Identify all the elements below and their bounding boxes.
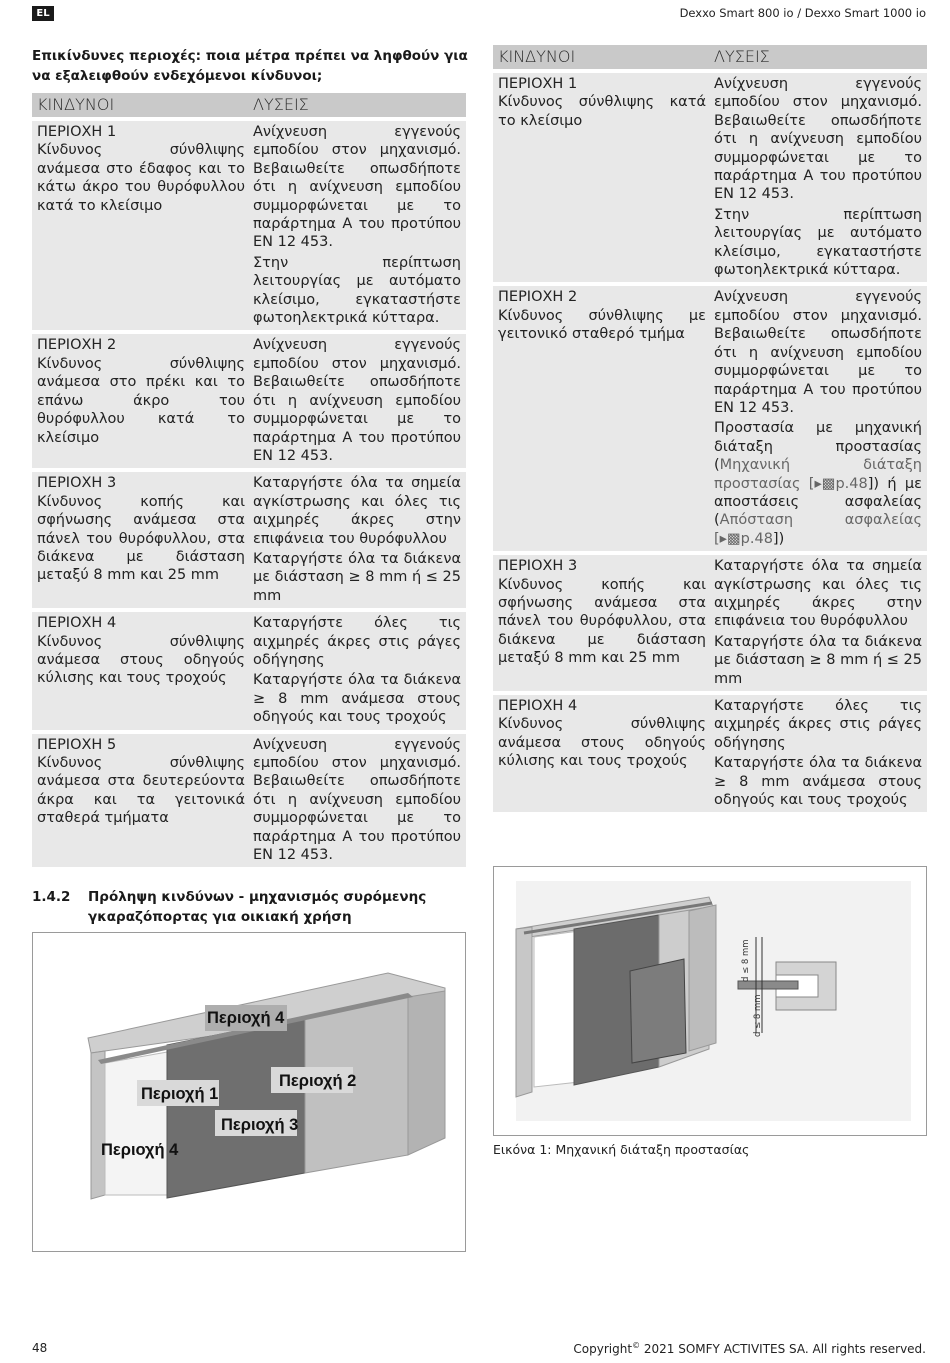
subsection-number: 1.4.2 — [32, 889, 71, 905]
risk-cell — [32, 123, 250, 327]
risk-text: Κίνδυνος σύνθλιψης ανάμεσα στο πρέκι και το επάνω άκρο του θυρόφυλλου κατά το κλείσιμο — [37, 355, 245, 446]
solution-text: Στην περίπτωση λειτουργίας με αυτόματο κλείσιμο, εγκαταστήστε φωτοηλεκτρικά κύτταρα. — [253, 254, 461, 327]
table-header — [493, 45, 927, 69]
risk-table-right — [493, 45, 927, 812]
header-risks: ΚΙΝΔΥΝΟΙ — [498, 47, 576, 66]
table-row — [32, 730, 466, 868]
risk-text: Κίνδυνος σύνθλιψης με γειτονικό σταθερό τμήμα — [498, 307, 706, 343]
solution-text: Καταργήστε όλα τα σημεία αγκίστρωσης και όλες τις αιχμηρές άκρες στην επιφάνεια του θυρόφυλλου — [253, 475, 461, 547]
figure-caption: Εικόνα 1: Μηχανική διάταξη προστασίας — [493, 1142, 750, 1157]
solution-cell — [250, 614, 466, 726]
risk-text: Κίνδυνος σύνθλιψης ανάμεσα στο έδαφος και το κάτω άκρο του θυρόφυλλου κατά το κλείσιμο — [37, 142, 245, 214]
solution-text: Ανίχνευση εγγενούς εμποδίου στον μηχανισμό. Βεβαιωθείτε οπωσδήποτε ότι η ανίχνευση εμποδίου συμμορφώνεται με το παράρτημα Α του προτύπου EN 12 453. — [253, 337, 461, 464]
solution-text: Καταργήστε όλα τα διάκενα με διάσταση ≥ 8 mm ή ≤ 25 mm — [714, 633, 922, 687]
page-ref-icon[interactable]: ▸▩ — [719, 530, 741, 547]
solution-cell — [711, 557, 927, 688]
subsection-heading — [32, 887, 426, 927]
risk-text: Κίνδυνος σύνθλιψης ανάμεσα στους οδηγούς κύλισης και τους τροχούς — [498, 716, 706, 770]
zone-label: ΠΕΡΙΟΧΗ 2 — [37, 337, 117, 354]
protection-prefix: Προστασία με μηχανική διάταξη προστασίας ( — [714, 420, 922, 474]
zone-label: ΠΕΡΙΟΧΗ 3 — [498, 558, 578, 575]
risk-cell — [32, 736, 250, 865]
solution-cell — [250, 474, 466, 605]
risk-table-left — [32, 93, 466, 867]
section-heading: Επικίνδυνες περιοχές: ποια μέτρα πρέπει να ληφθούν για να εξαλειφθούν ενδεχόμενοι κίνδυνοι; — [32, 48, 468, 84]
zone-label: ΠΕΡΙΟΧΗ 2 — [498, 289, 578, 306]
mechanical-protection-illustration — [494, 867, 926, 1135]
solution-text: Ανίχνευση εγγενούς εμποδίου στον μηχανισμό. Βεβαιωθείτε οπωσδήποτε ότι η ανίχνευση εμποδίου συμμορφώνεται με το παράρτημα Α του προτύπου EN 12 453. — [253, 736, 461, 864]
risk-text: Κίνδυνος σύνθλιψης ανάμεσα στους οδηγούς κύλισης και τους τροχούς — [37, 633, 245, 687]
table-row — [32, 330, 466, 468]
zone-label: ΠΕΡΙΟΧΗ 3 — [37, 475, 117, 492]
solution-text: Καταργήστε όλα τα διάκενα με διάσταση ≥ 8 mm ή ≤ 25 mm — [253, 550, 461, 604]
solution-text: Καταργήστε όλα τα διάκενα ≥ 8 mm ανάμεσα στους οδηγούς και τους τροχούς — [714, 755, 922, 809]
link-mechanical-protection[interactable]: Μηχανική διάταξη προστασίας [ — [714, 457, 922, 492]
solution-text: Καταργήστε όλα τα διάκενα ≥ 8 mm ανάμεσα στους οδηγούς και τους τροχούς — [253, 672, 461, 726]
link-page-ref[interactable]: p.48 — [740, 530, 773, 547]
dimension-label-top: d ≤ 8 mm — [741, 939, 751, 982]
zone-2-label: Περιοχή 2 — [279, 1072, 357, 1090]
table-row — [493, 691, 927, 812]
solution-cell — [250, 336, 466, 465]
zone-1-label: Περιοχή 1 — [141, 1085, 219, 1103]
figure-mechanical-protection — [493, 866, 927, 1136]
copyright-text: 2021 SOMFY ACTIVITES SA. All rights reserved. — [640, 1342, 926, 1356]
link-safety-distance[interactable]: Απόσταση ασφαλείας [ — [714, 512, 922, 547]
table-row — [493, 282, 927, 551]
solution-text: Στην περίπτωση λειτουργίας με αυτόματο κλείσιμο, εγκαταστήστε φωτοηλεκτρικά κύτταρα. — [714, 206, 922, 279]
solution-cell — [711, 75, 927, 279]
protection-text — [714, 419, 922, 548]
zone-label: ΠΕΡΙΟΧΗ 1 — [498, 76, 578, 92]
risk-cell — [32, 336, 250, 465]
dimension-label-bottom: d ≤ 8 mm — [753, 994, 763, 1037]
risk-text: Κίνδυνος σύνθλιψης κατά το κλείσιμο — [498, 94, 706, 129]
copyright-symbol: © — [632, 1341, 641, 1350]
zone-label: ΠΕΡΙΟΧΗ 5 — [37, 736, 117, 753]
solution-text: Καταργήστε όλες τις αιχμηρές άκρες στις ράγες οδήγησης — [714, 698, 922, 751]
solution-cell — [711, 697, 927, 809]
solution-cell — [250, 736, 466, 865]
figure-gate-zones — [32, 932, 466, 1252]
protection-suffix: ]) — [772, 530, 785, 547]
risk-cell — [493, 75, 711, 279]
risk-text: Κίνδυνος σύνθλιψης ανάμεσα στα δευτερεύοντα άκρα και τα γειτονικά σταθερά τμήματα — [37, 755, 245, 827]
solution-cell — [711, 288, 927, 548]
header-risks: ΚΙΝΔΥΝΟΙ — [37, 95, 115, 114]
table-header — [32, 93, 466, 117]
document-title: Dexxo Smart 800 io / Dexxo Smart 1000 io — [679, 6, 926, 20]
risk-cell — [493, 697, 711, 809]
header-solutions: ΛΥΣΕΙΣ — [714, 47, 770, 66]
solution-text: Ανίχνευση εγγενούς εμποδίου στον μηχανισμό. Βεβαιωθείτε οπωσδήποτε ότι η ανίχνευση εμποδίου συμμορφώνεται με το παράρτημα Α του προτύπου EN 12 453. — [714, 76, 922, 203]
protection-middle: ]) ή με αποστάσεις ασφαλείας ( — [714, 475, 922, 529]
subsection-title-line1: Πρόληψη κινδύνων - μηχανισμός συρόμενης — [88, 889, 427, 905]
risk-cell — [493, 288, 711, 548]
page-ref-icon[interactable]: ▸▩ — [814, 475, 836, 492]
table-row — [32, 608, 466, 729]
zone-4-top-label: Περιοχή 4 — [207, 1009, 285, 1027]
zone-label: ΠΕΡΙΟΧΗ 1 — [37, 124, 117, 140]
subsection-title-line2: γκαραζόπορτας για οικιακή χρήση — [88, 909, 352, 925]
risk-text: Κίνδυνος κοπής και σφήνωσης ανάμεσα στα πάνελ του θυρόφυλλου, στα διάκενα με διάσταση μεταξύ 8 mm και 25 mm — [498, 576, 706, 667]
solution-text: Καταργήστε όλες τις αιχμηρές άκρες στις ράγες οδήγησης — [253, 615, 461, 668]
solution-text: Ανίχνευση εγγενούς εμποδίου στον μηχανισμό. Βεβαιωθείτε οπωσδήποτε ότι η ανίχνευση εμποδίου συμμορφώνεται με το παράρτημα Α του προτύπου EN 12 453. — [253, 124, 461, 251]
language-badge: EL — [32, 6, 54, 21]
risk-cell — [32, 614, 250, 726]
solution-text: Καταργήστε όλα τα σημεία αγκίστρωσης και όλες τις αιχμηρές άκρες στην επιφάνεια του θυρόφυλλου — [714, 558, 922, 630]
table-row — [32, 117, 466, 330]
copyright-notice — [573, 1341, 926, 1356]
table-row — [493, 69, 927, 282]
page-number: 48 — [32, 1341, 48, 1355]
risk-text: Κίνδυνος κοπής και σφήνωσης ανάμεσα στα πάνελ του θυρόφυλλου, στα διάκενα με διάσταση μεταξύ 8 mm και 25 mm — [37, 493, 245, 584]
zone-label: ΠΕΡΙΟΧΗ 4 — [37, 615, 117, 632]
link-page-ref[interactable]: p.48 — [835, 475, 868, 492]
zone-4-bottom-label: Περιοχή 4 — [101, 1141, 179, 1159]
zone-3-label: Περιοχή 3 — [221, 1116, 299, 1134]
solution-text: Ανίχνευση εγγενούς εμποδίου στον μηχανισμό. Βεβαιωθείτε οπωσδήποτε ότι η ανίχνευση εμποδίου συμμορφώνεται με το παράρτημα Α του προτύπου EN 12 453. — [714, 289, 922, 416]
gate-zones-illustration — [33, 933, 465, 1251]
copyright-prefix: Copyright — [573, 1342, 633, 1356]
risk-cell — [493, 557, 711, 688]
header-solutions: ΛΥΣΕΙΣ — [253, 95, 309, 114]
solution-cell — [250, 123, 466, 327]
table-row — [493, 551, 927, 691]
table-row — [32, 468, 466, 608]
zone-label: ΠΕΡΙΟΧΗ 4 — [498, 698, 578, 714]
risk-cell — [32, 474, 250, 605]
